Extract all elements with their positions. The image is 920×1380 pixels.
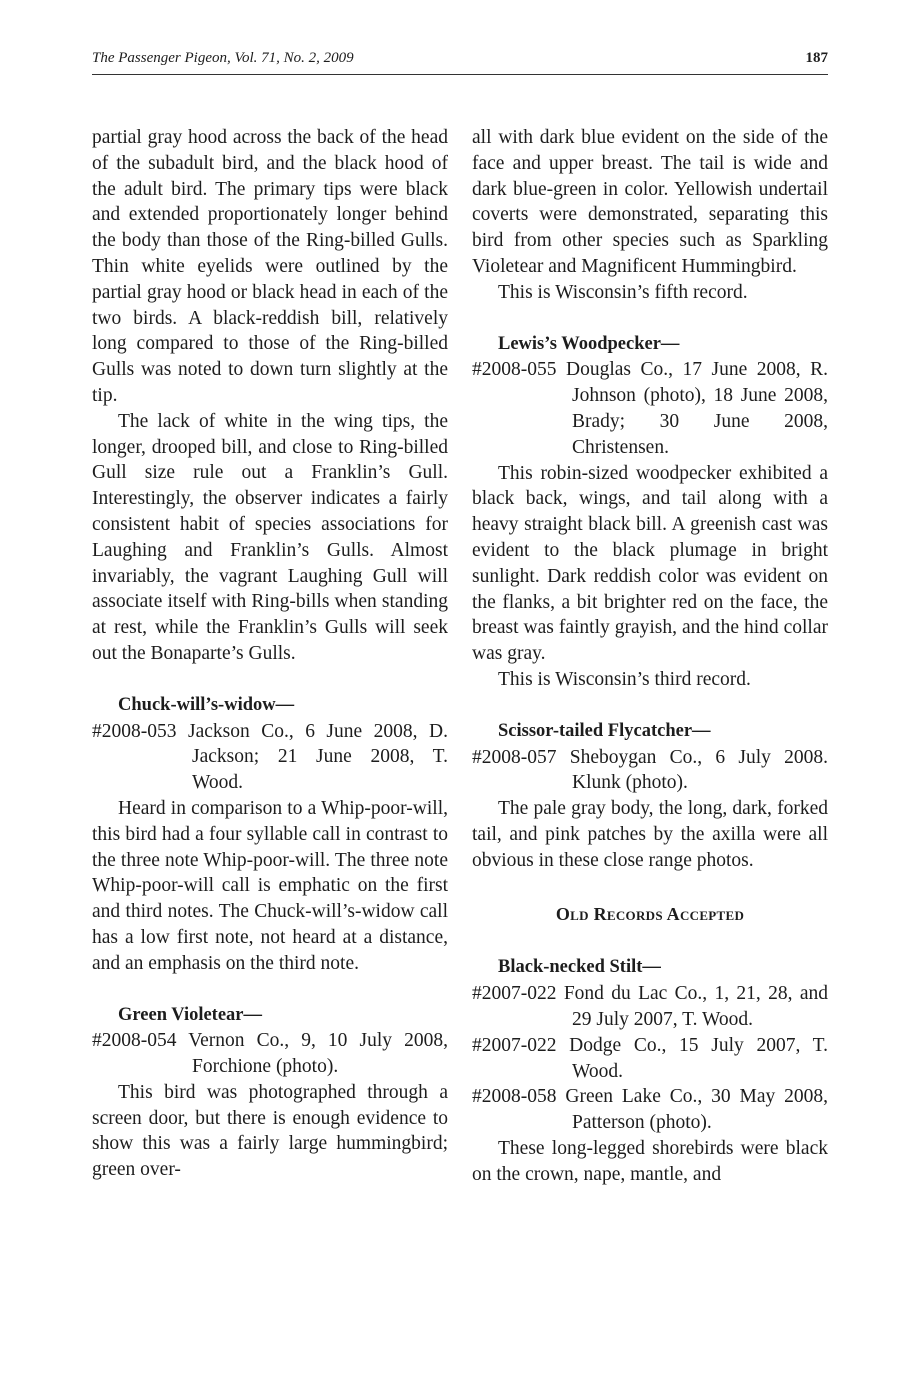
record-entry: #2008-053 Jackson Co., 6 June 2008, D. Jackson; 21 June 2008, T. Wood. xyxy=(92,720,448,794)
record-entry: #2008-054 Vernon Co., 9, 10 July 2008, Forchione (photo). xyxy=(92,1030,448,1078)
record-entry: #2008-058 Green Lake Co., 30 May 2008, Patterson (photo). xyxy=(472,1086,828,1134)
green-violetear-paragraph: This bird was photographed through a screen door, but there is enough evidence to show this was a fairly large hummingbird; green over- xyxy=(92,1081,448,1181)
left-column xyxy=(92,125,448,1183)
journal-title: The Passenger Pigeon, Vol. 71, No. 2, 2009 xyxy=(92,50,354,66)
species-heading-scissor-tailed-flycatcher: Scissor-tailed Flycatcher— xyxy=(498,720,711,741)
species-heading-black-necked-stilt: Black-necked Stilt— xyxy=(498,957,661,978)
violetear-paragraph-continued: all with dark blue evident on the side of the face and upper breast. The tail is wide and dark blue-green in color. Yellowish undertail coverts were demonstrated, separating this bird from other species such as Sparkling Violetear and Magnificent Hummingbird. xyxy=(472,127,828,277)
record-entry: #2007-022 Dodge Co., 15 July 2007, T. Wood. xyxy=(472,1034,828,1082)
section-heading-old-records: Old Records Accepted xyxy=(555,903,745,924)
page-number: 187 xyxy=(805,50,828,66)
record-entry: #2007-022 Fond du Lac Co., 1, 21, 28, and 29 July 2007, T. Wood. xyxy=(472,983,828,1030)
gull-paragraph-continued: partial gray hood across the back of the head of the subadult bird, and the black hood of the adult bird. The primary tips were black and extended proportionately longer behind the body than those of the Ring-billed Gulls. Thin white eyelids were outlined by the partial gray hood or black head in each of the two birds. A black-reddish bill, relatively long compared to those of the Ring-billed Gulls was noted to down turn slightly at the tip. xyxy=(92,127,448,406)
running-header xyxy=(92,50,828,75)
species-heading-chuck-wills-widow: Chuck-will’s-widow— xyxy=(118,694,295,715)
lewiss-woodpecker-record-note: This is Wisconsin’s third record. xyxy=(498,668,751,690)
black-necked-stilt-paragraph: These long-legged shorebirds were black on the crown, nape, mantle, and xyxy=(472,1137,828,1185)
violetear-record-note: This is Wisconsin’s fifth record. xyxy=(498,281,748,303)
right-column xyxy=(472,125,828,1187)
chuck-wills-widow-paragraph: Heard in comparison to a Whip-poor-will, this bird had a four syllable call in contrast to the three note Whip-poor-will. The three note Whip-poor-will call is emphatic on the first and third notes. The Chuck-will’s-widow call has a low first note, not heard at a distance, and an emphasis on the third note. xyxy=(92,797,448,974)
record-entry: #2008-055 Douglas Co., 17 June 2008, R. Johnson (photo), 18 June 2008, Brady; 30 June 2008, Christensen. xyxy=(472,359,828,458)
lewiss-woodpecker-paragraph: This robin-sized woodpecker exhibited a black back, wings, and tail along with a heavy straight black bill. A greenish cast was evident to the black plumage in bright sunlight. Dark reddish color was evident on the flanks, a bit brighter red on the face, the breast was faintly grayish, and the hind collar was gray. xyxy=(472,462,828,665)
species-heading-lewiss-woodpecker: Lewis’s Woodpecker— xyxy=(498,333,680,354)
record-entry: #2008-057 Sheboygan Co., 6 July 2008. Klunk (photo). xyxy=(472,746,828,794)
gull-paragraph-2: The lack of white in the wing tips, the longer, drooped bill, and close to Ring-billed Gull size rule out a Franklin’s Gull. Interestingly, the observer indicates a fairly consistent habit of species associations for Laughing and Franklin’s Gulls. Almost invariably, the vagrant Laughing Gull will associate itself with Ring-bills when standing at rest, while the Franklin’s Gulls will seek out the Bonaparte’s Gulls. xyxy=(92,410,448,664)
species-heading-green-violetear: Green Violetear— xyxy=(118,1004,263,1025)
scissor-tailed-flycatcher-paragraph: The pale gray body, the long, dark, forked tail, and pink patches by the axilla were all obvious in these close range photos. xyxy=(472,798,828,871)
